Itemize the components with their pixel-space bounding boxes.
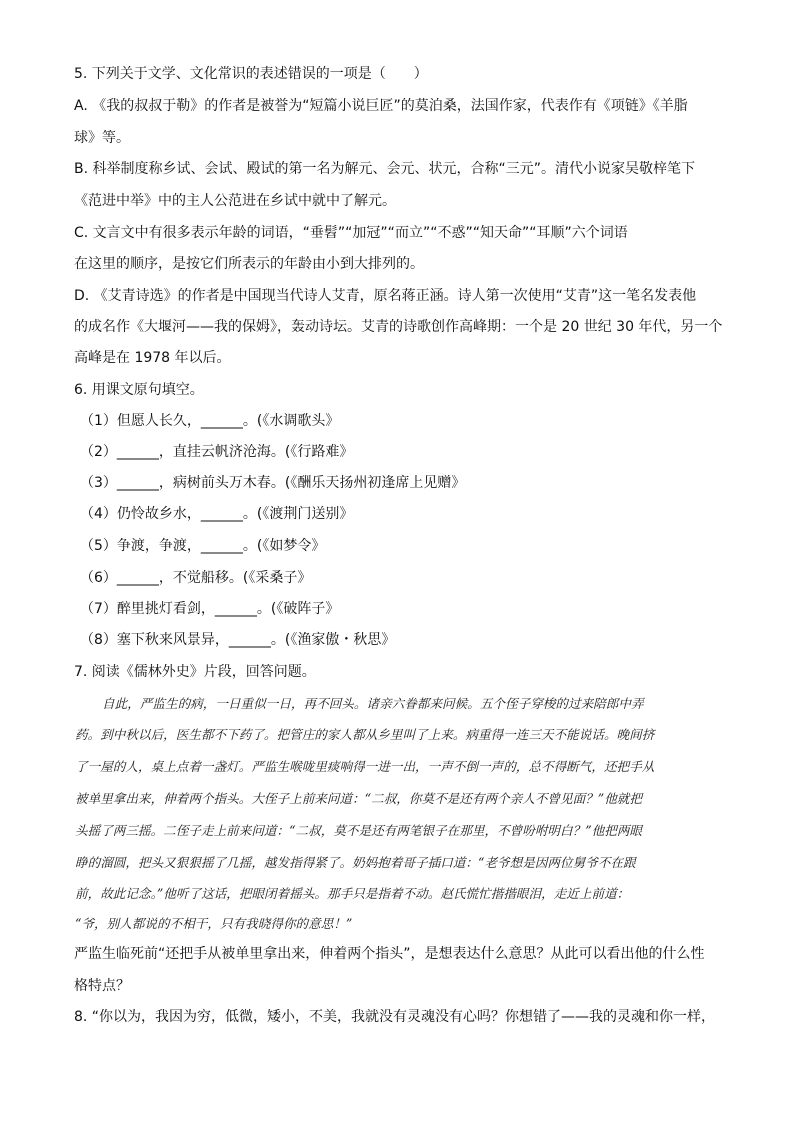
q7-passage-line: 药。到中秋以后，医生都不下药了。把管庄的家人都从乡里叫了上来。病重得一连三天不能说话。晚间挤 [75,727,655,742]
q7-passage-line: 被单里拿出来，伸着两个指头。大侄子上前来问道：“二叔，你莫不是还有两个亲人不曾见面？”他就把 [75,791,643,806]
q5-option-d-line2: 的成名作《大堰河——我的保姆》，轰动诗坛。艾青的诗歌创作高峰期：一个是 20 世纪 30 年代，另一个 [74,319,723,335]
q6-stem: 6. 用课文原句填空。 [74,382,204,398]
q6-item: （1）但愿人长久，______。(《水调歌头》 [80,413,340,429]
q7-passage-line: 了一屋的人，桌上点着一盏灯。严监生喉咙里痰响得一进一出，一声不倒一声的，总不得断气，还把手从 [75,759,655,774]
q6-item: （3）______，病树前头万木春。(《酬乐天扬州初逢席上见赠》 [80,475,466,491]
q7-passage-line: 睁的溜圆，把头又狠狠摇了几摇，越发指得紧了。奶妈抱着哥子插口道：“老爷想是因两位舅爷不在跟 [75,855,636,870]
q7-passage-line: 前，故此记念。”他听了这话，把眼闭着摇头。那手只是指着不动。赵氏慌忙揩揩眼泪，走近上前道： [75,886,630,901]
q5-option-b-line1: B. 科举制度称乡试、会试、殿试的第一名为解元、会元、状元，合称“三元”。清代小说家吴敬梓笔下 [74,161,696,177]
q5-stem: 5. 下列关于文学、文化常识的表述错误的一项是（ ） [74,66,428,82]
q5-option-c-line2: 在这里的顺序，是按它们所表示的年龄由小到大排列的。 [74,256,424,272]
q5-option-c-line1: C. 文言文中有很多表示年龄的词语，“垂髫”“加冠”“而立”“不惑”“知天命”“耳顺”六个词语 [74,225,628,241]
q7-question-line2: 格特点？ [74,978,130,994]
q5-option-a-line2: 球》等。 [74,130,130,146]
q5-option-d-line1: D. 《艾青诗选》的作者是中国现当代诗人艾青，原名蒋正涵。诗人第一次使用“艾青”这一笔名发表他 [74,288,697,304]
q7-passage-line: “爷，别人都说的不相干，只有我晓得你的意思！” [75,916,353,931]
q7-stem: 7. 阅读《儒林外史》片段，回答问题。 [74,664,316,680]
q6-item: （4）仍怜故乡水，______。(《渡荆门送别》 [80,506,354,522]
q6-item: （5）争渡，争渡，______。(《如梦令》 [80,538,326,554]
q5-option-b-line2: 《范进中举》中的主人公范进在乡试中就中了解元。 [74,193,396,209]
q8-stem: 8. “你以为，我因为穷，低微，矮小，不美，我就没有灵魂没有心吗？你想错了——我的灵魂和你一样， [74,1009,716,1025]
q5-option-a-line1: A. 《我的叔叔于勒》的作者是被誉为“短篇小说巨匠”的莫泊桑，法国作家，代表作有《项链》《羊脂 [74,98,688,114]
q5-option-d-line3: 高峰是在 1978 年以后。 [74,350,231,366]
q6-item: （2）______，直挂云帆济沧海。(《行路难》 [80,444,354,460]
q6-item: （7）醉里挑灯看剑，______。(《破阵子》 [80,601,340,617]
q7-passage-line: 自此，严监生的病，一日重似一日，再不回头。诸亲六眷都来问候。五个侄子穿梭的过来陪郎中弄 [102,696,644,711]
q7-question-line1: 严监生临死前“还把手从被单里拿出来，伸着两个指头”，是想表达什么意思？从此可以看出他的什么性 [74,946,705,962]
q6-item: （6）______，不觉船移。(《采桑子》 [80,570,312,586]
q7-passage-line: 头摇了两三摇。二侄子走上前来问道：“二叔，莫不是还有两笔银子在那里，不曾吩咐明白？”他把两眼 [75,823,643,838]
q6-item: （8）塞下秋来风景异，______。(《渔家傲・秋思》 [80,632,396,648]
